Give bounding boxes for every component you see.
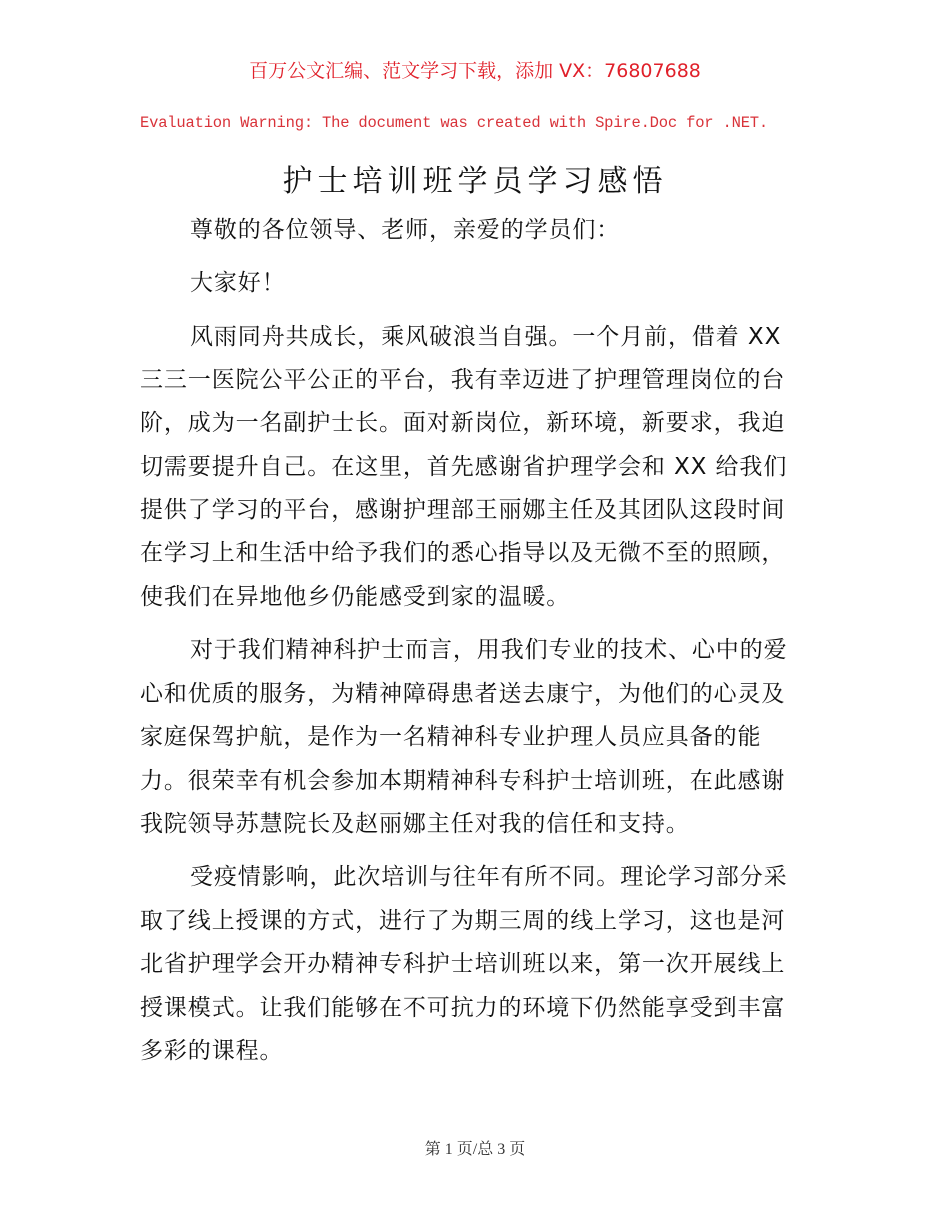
paragraph-line: 切需要提升自己。在这里，首先感谢省护理学会和 XX 给我们	[140, 454, 788, 480]
paragraph-line: 授课模式。让我们能够在不可抗力的环境下仍然能享受到丰富	[140, 995, 786, 1021]
salutation: 尊敬的各位领导、老师，亲爱的学员们：	[190, 217, 621, 243]
paragraph-line: 对于我们精神科护士而言，用我们专业的技术、心中的爱	[190, 637, 788, 663]
paragraph-line: 提供了学习的平台，感谢护理部王丽娜主任及其团队这段时间	[140, 497, 786, 523]
paragraph-line: 北省护理学会开办精神专科护士培训班以来，第一次开展线上	[140, 951, 786, 977]
paragraph-line: 受疫情影响，此次培训与往年有所不同。理论学习部分采	[190, 864, 788, 890]
paragraph-line: 心和优质的服务，为精神障碍患者送去康宁，为他们的心灵及	[140, 681, 786, 707]
page-indicator: 第 1 页/总 3 页	[424, 1141, 526, 1158]
paragraph-line: 三三一医院公平公正的平台，我有幸迈进了护理管理岗位的台	[140, 367, 786, 393]
paragraph-line: 多彩的课程。	[140, 1038, 284, 1064]
document-title: 护士培训班学员学习感悟	[282, 164, 668, 199]
promo-banner: 百万公文汇编、范文学习下载，添加 VX：76807688	[249, 60, 701, 82]
greeting: 大家好！	[190, 270, 286, 296]
paragraph-line: 在学习上和生活中给予我们的悉心指导以及无微不至的照顾，	[140, 540, 786, 566]
paragraph-line: 使我们在异地他乡仍能感受到家的温暖。	[140, 584, 571, 610]
paragraph-line: 家庭保驾护航，是作为一名精神科专业护理人员应具备的能	[140, 724, 762, 750]
evaluation-warning: Evaluation Warning: The document was created with Spire.Doc for .NET.	[140, 114, 769, 132]
paragraph-line: 我院领导苏慧院长及赵丽娜主任对我的信任和支持。	[140, 811, 690, 837]
paragraph-line: 力。很荣幸有机会参加本期精神科专科护士培训班，在此感谢	[140, 768, 786, 794]
paragraph-line: 取了线上授课的方式，进行了为期三周的线上学习，这也是河	[140, 908, 786, 934]
paragraph-line: 风雨同舟共成长，乘风破浪当自强。一个月前，借着 XX	[190, 324, 782, 350]
paragraph-line: 阶，成为一名副护士长。面对新岗位，新环境，新要求，我迫	[140, 410, 786, 436]
